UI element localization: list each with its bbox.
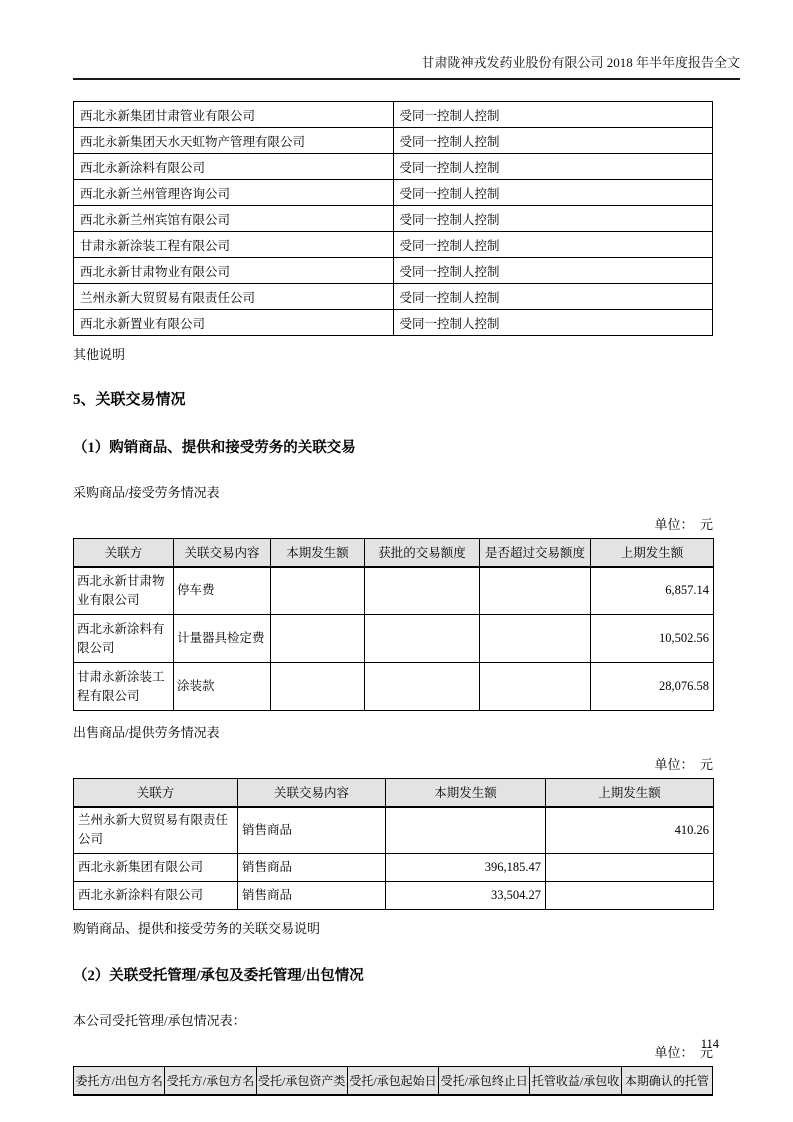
table-row [74,258,713,284]
party-cell: 西北永新集团有限公司 [74,854,238,882]
relation-cell: 受同一控制人控制 [393,128,713,154]
current-amount-cell [386,807,546,854]
prior-amount-cell [546,882,714,910]
page-number: 114 [700,1037,719,1051]
column-header: 关联交易内容 [238,779,386,807]
content-cell: 停车费 [174,567,271,615]
company-name-cell: 西北永新甘肃物业有限公司 [74,258,394,284]
column-header: 本期确认的托管 [621,1067,712,1095]
sales-table [73,778,714,910]
table-row [74,854,714,882]
table-row [74,206,713,232]
table-row [74,232,713,258]
column-header: 上期发生额 [546,779,714,807]
exceeds-quota-cell [480,567,591,615]
relation-cell: 受同一控制人控制 [393,258,713,284]
column-header: 上期发生额 [591,539,714,567]
column-header: 是否超过交易额度 [480,539,591,567]
table-row [74,102,713,128]
party-cell: 兰州永新大贸贸易有限责任公司 [74,807,238,854]
prior-amount-cell: 410.26 [546,807,714,854]
column-header: 受托方/承包方名 [165,1067,256,1095]
prior-amount-cell [546,854,714,882]
current-amount-cell [271,663,365,711]
page-content [73,0,740,1096]
exceeds-quota-cell [480,615,591,663]
relation-cell: 受同一控制人控制 [393,232,713,258]
company-name-cell: 西北永新涂料有限公司 [74,154,394,180]
content-cell: 销售商品 [238,882,386,910]
relation-cell: 受同一控制人控制 [393,102,713,128]
current-amount-cell [271,567,365,615]
document-header-title: 甘肃陇神戎发药业股份有限公司 2018 年半年度报告全文 [421,55,740,70]
column-header: 受托/承包资产类 [256,1067,347,1095]
content-cell: 计量器具检定费 [174,615,271,663]
section-5-title: 5、关联交易情况 [73,392,186,408]
table-row [74,128,713,154]
unit-label: 单位： 元 [654,517,713,532]
company-name-cell: 甘肃永新涂装工程有限公司 [74,232,394,258]
exceeds-quota-cell [480,663,591,711]
company-name-cell: 西北永新兰州宾馆有限公司 [74,206,394,232]
subsection-1-title: （1）购销商品、提供和接受劳务的关联交易 [73,440,356,456]
column-header: 关联方 [74,779,238,807]
party-cell: 甘肃永新涂装工程有限公司 [74,663,174,711]
column-header: 托管收益/承包收 [530,1067,621,1095]
relation-cell: 受同一控制人控制 [393,206,713,232]
relation-cell: 受同一控制人控制 [393,180,713,206]
table-row [74,284,713,310]
relation-cell: 受同一控制人控制 [393,154,713,180]
prior-amount-cell: 28,076.58 [591,663,714,711]
table-row [74,882,714,910]
current-amount-cell: 396,185.47 [386,854,546,882]
company-name-cell: 西北永新集团甘肃管业有限公司 [74,102,394,128]
table-header-row [74,1067,713,1095]
prior-amount-cell: 6,857.14 [591,567,714,615]
header-divider [73,78,740,80]
content-cell: 涂装款 [174,663,271,711]
controlled-companies-table [73,101,713,336]
subsection-2-title: （2）关联受托管理/承包及委托管理/出包情况 [73,968,364,984]
party-cell: 西北永新甘肃物业有限公司 [74,567,174,615]
sales-table-caption: 出售商品/提供劳务情况表 [73,725,220,740]
prior-amount-cell: 10,502.56 [591,615,714,663]
column-header: 关联方 [74,539,174,567]
party-cell: 西北永新涂料有限公司 [74,882,238,910]
approved-quota-cell [365,615,480,663]
table-row [74,154,713,180]
table-header-row [74,539,714,567]
column-header: 获批的交易额度 [365,539,480,567]
table-row [74,310,713,336]
content-cell: 销售商品 [238,807,386,854]
column-header: 受托/承包起始日 [347,1067,438,1095]
purchase-sales-note: 购销商品、提供和接受劳务的关联交易说明 [73,921,321,936]
company-name-cell: 西北永新兰州管理咨询公司 [74,180,394,206]
column-header: 委托方/出包方名 [74,1067,165,1095]
company-name-cell: 兰州永新大贸贸易有限责任公司 [74,284,394,310]
content-cell: 销售商品 [238,854,386,882]
table-row [74,180,713,206]
approved-quota-cell [365,663,480,711]
column-header: 关联交易内容 [174,539,271,567]
relation-cell: 受同一控制人控制 [393,310,713,336]
unit-label: 单位： 元 [654,1045,713,1060]
company-name-cell: 西北永新集团天水天虹物产管理有限公司 [74,128,394,154]
table-row [74,663,714,711]
current-amount-cell: 33,504.27 [386,882,546,910]
purchase-table [73,538,714,711]
purchase-table-caption: 采购商品/接受劳务情况表 [73,485,220,500]
relation-cell: 受同一控制人控制 [393,284,713,310]
other-notes-label: 其他说明 [73,347,126,362]
entrusted-table-caption: 本公司受托管理/承包情况表： [73,1013,246,1028]
table-row [74,567,714,615]
table-header-row [74,779,714,807]
company-name-cell: 西北永新置业有限公司 [74,310,394,336]
table-row [74,615,714,663]
column-header: 受托/承包终止日 [439,1067,530,1095]
current-amount-cell [271,615,365,663]
column-header: 本期发生额 [271,539,365,567]
party-cell: 西北永新涂料有限公司 [74,615,174,663]
unit-label: 单位： 元 [654,757,713,772]
entrusted-table [73,1066,713,1096]
approved-quota-cell [365,567,480,615]
column-header: 本期发生额 [386,779,546,807]
table-row [74,807,714,854]
